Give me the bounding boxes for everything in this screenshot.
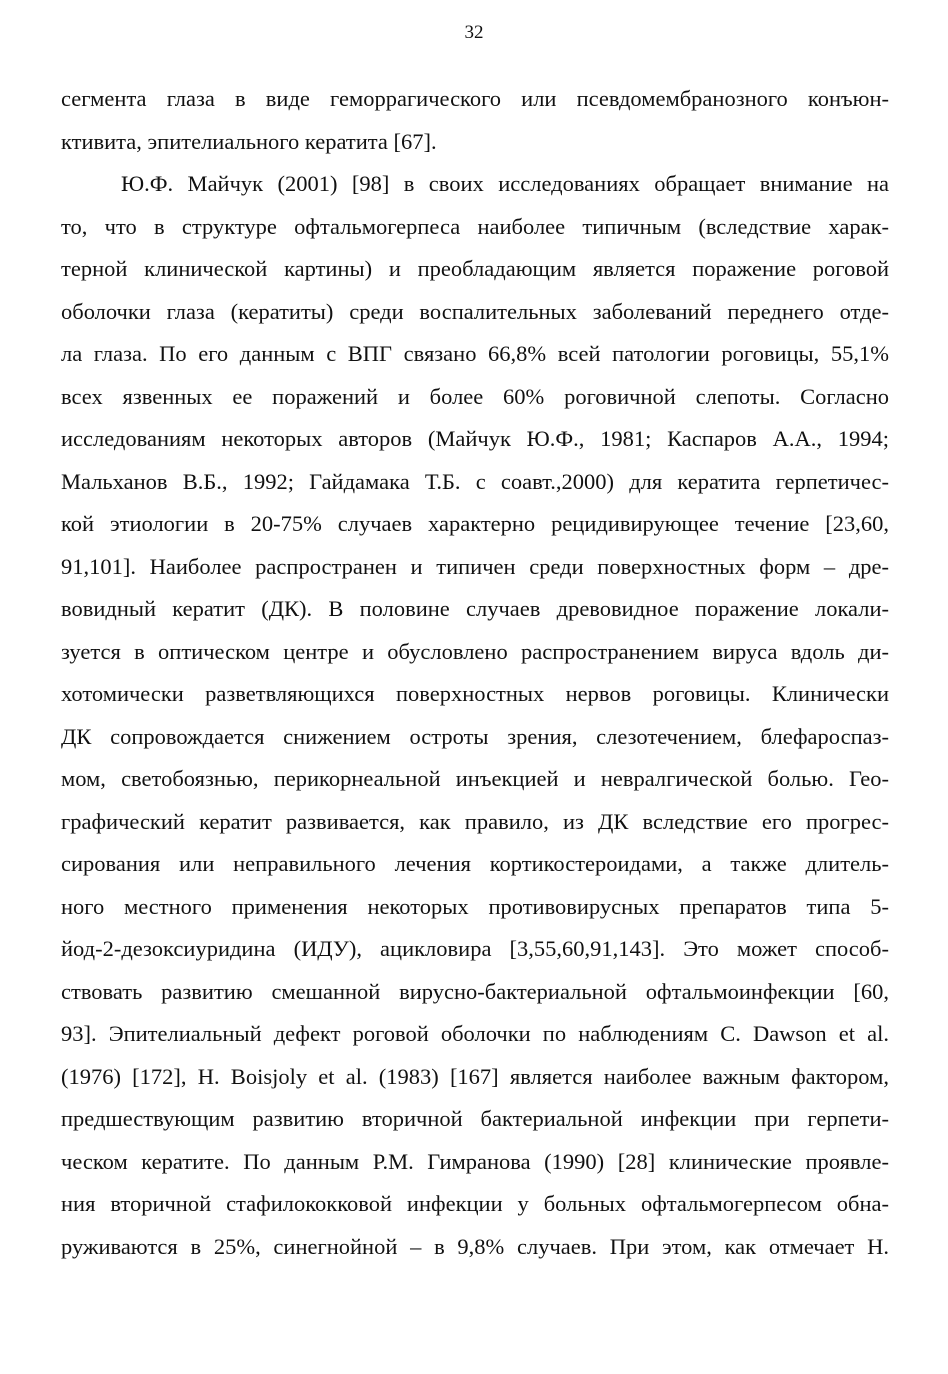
page-number: 32: [464, 22, 484, 43]
text-line: ния вторичной стафилококковой инфекции у больных офтальмогерпесом обна-: [61, 1191, 889, 1216]
text-line: оболочки глаза (кератиты) среди воспалительных заболеваний переднего отде-: [61, 298, 889, 324]
text-line: кой этиологии в 20-75% случаев характерно рецидивирующее течение [23,60,: [61, 511, 889, 536]
text-line: всех язвенных ее поражений и более 60% роговичной слепоты. Согласно: [61, 383, 889, 409]
text-line: руживаются в 25%, синегнойной – в 9,8% случаев. При этом, как отмечает Н.: [61, 1233, 889, 1259]
text-line: Ю.Ф. Майчук (2001) [98] в своих исследованиях обращает внимание на: [121, 171, 889, 196]
text-line: сегмента глаза в виде геморрагического или псевдомембранозного конъюн-: [61, 86, 889, 111]
text-line: исследованиям некоторых авторов (Майчук Ю.Ф., 1981; Каспаров А.А., 1994;: [61, 426, 889, 451]
paragraph-1: [61, 78, 889, 163]
text-line: сирования или неправильного лечения кортикостероидами, а также длитель-: [61, 851, 889, 876]
text-line: 93]. Эпителиальный дефект роговой оболочки по наблюдениям С. Dawson et al.: [61, 1021, 889, 1046]
paragraph-2: [61, 163, 889, 1268]
text-line: (1976) [172], H. Boisjoly et al. (1983) [167] является наиболее важным фактором,: [61, 1063, 889, 1089]
text-line: вовидный кератит (ДК). В половине случаев древовидное поражение локали-: [61, 596, 889, 621]
text-line: 91,101]. Наиболее распространен и типичен среди поверхностных форм – дре-: [61, 553, 889, 579]
text-line: предшествующим развитию вторичной бактериальной инфекции при герпети-: [61, 1106, 889, 1131]
text-line: ного местного применения некоторых противовирусных препаратов типа 5-: [61, 893, 889, 919]
text-line: графический кератит развивается, как правило, из ДК вследствие его прогрес-: [61, 808, 889, 834]
text-line: то, что в структуре офтальмогерпеса наиболее типичным (вследствие харак-: [61, 213, 889, 239]
text-line: зуется в оптическом центре и обусловлено распространением вируса вдоль ди-: [61, 638, 889, 664]
text-line: ческом кератите. По данным Р.М. Гимранова (1990) [28] клинические проявле-: [61, 1148, 889, 1174]
body-text: [61, 78, 889, 1268]
text-line: хотомически разветвляющихся поверхностных нервов роговицы. Клинически: [61, 681, 889, 706]
text-line: йод-2-дезоксиуридина (ИДУ), ацикловира [3,55,60,91,143]. Это может способ-: [61, 936, 889, 961]
text-line: Мальханов В.Б., 1992; Гайдамака Т.Б. с соавт.,2000) для кератита герпетичес-: [61, 468, 889, 494]
text-line: ствовать развитию смешанной вирусно-бактериальной офтальмоинфекции [60,: [61, 978, 889, 1004]
text-line: ктивита, эпителиального кератита [67].: [61, 128, 437, 154]
text-line: мом, светобоязнью, перикорнеальной инъекцией и невралгической болью. Гео-: [61, 766, 889, 791]
text-line: ла глаза. По его данным с ВПГ связано 66,8% всей патологии роговицы, 55,1%: [61, 341, 889, 366]
text-line: терной клинической картины) и преобладающим является поражение роговой: [61, 256, 889, 281]
text-line: ДК сопровождается снижением остроты зрения, слезотечением, блефароспаз-: [61, 723, 889, 749]
